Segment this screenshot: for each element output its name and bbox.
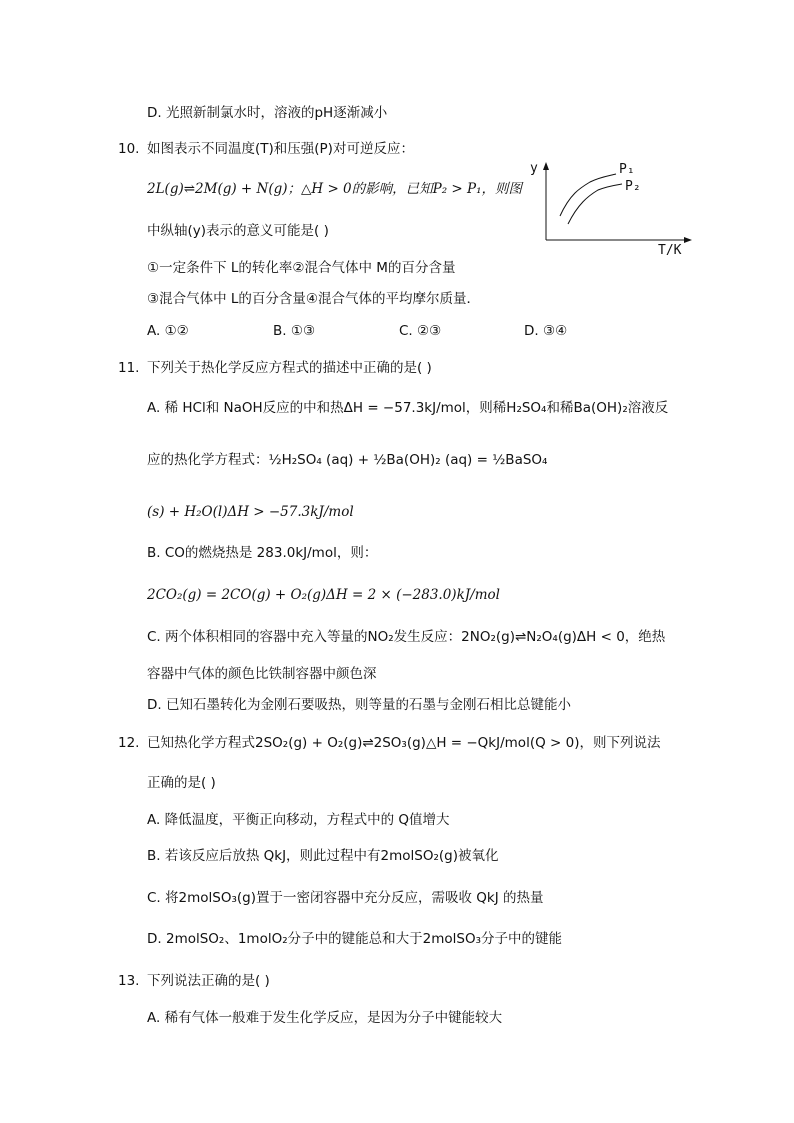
q13-option-a: A. 稀有气体一般难于发生化学反应，是因为分子中键能较大 xyxy=(147,1010,503,1026)
q11-option-a-line2: 应的热化学方程式：½H₂SO₄ (aq) + ½Ba(OH)₂ (aq) = ½BaSO₄ xyxy=(147,452,548,468)
q9-option-d: D. 光照新制氯水时，溶液的pH逐渐减小 xyxy=(147,105,388,121)
q12-option-c: C. 将2molSO₃(g)置于一密闭容器中充分反应，需吸收 QkJ 的热量 xyxy=(147,890,544,906)
q11-option-c-line2: 容器中气体的颜色比铁制容器中颜色深 xyxy=(147,666,377,682)
x-axis-label: T/K xyxy=(658,243,682,258)
q12-option-b: B. 若该反应后放热 QkJ，则此过程中有2molSO₂(g)被氧化 xyxy=(147,848,499,864)
q12-option-a: A. 降低温度，平衡正向移动，方程式中的 Q值增大 xyxy=(147,812,450,828)
curve-p1-label: P₁ xyxy=(619,162,635,177)
q12-option-d: D. 2molSO₂、1molO₂分子中的键能总和大于2molSO₃分子中的键能 xyxy=(147,931,562,947)
q10-number: 10. xyxy=(118,141,140,157)
q11-option-a-line1: A. 稀 HCl和 NaOH反应的中和热ΔH = −57.3kJ/mol，则稀H₂SO₄和稀Ba(OH)₂溶液反 xyxy=(147,400,669,416)
q12-number: 12. xyxy=(118,735,140,751)
curve-p2-label: P₂ xyxy=(625,179,641,194)
q12-stem-line1: 已知热化学方程式2SO₂(g) + O₂(g)⇌2SO₃(g)△H = −QkJ/mol(Q > 0)，则下列说法 xyxy=(147,735,661,751)
q11-number: 11. xyxy=(118,360,140,376)
curve-p2 xyxy=(568,184,622,224)
q10-stem-line5: ③混合气体中 L的百分含量④混合气体的平均摩尔质量． xyxy=(147,291,481,307)
q10-stem-line3: 中纵轴(y)表示的意义可能是( ) xyxy=(147,223,329,239)
q10-option-b: B. ①③ xyxy=(273,323,316,339)
q10-option-c: C. ②③ xyxy=(399,323,442,339)
q10-stem-line1: 如图表示不同温度(T)和压强(P)对可逆反应： xyxy=(147,141,414,157)
q11-option-b-line1: B. CO的燃烧热是 283.0kJ/mol，则： xyxy=(147,545,378,561)
q10-stem-line2: 2L(g)⇌2M(g) + N(g)；△H > 0的影响，已知P₂ > P₁，则图 xyxy=(147,181,523,197)
q11-option-b-line2: 2CO₂(g) = 2CO(g) + O₂(g)ΔH = 2 × (−283.0)kJ/mol xyxy=(147,587,500,603)
y-axis-arrow xyxy=(543,162,549,170)
q10-graph xyxy=(528,158,698,258)
q10-stem-line4: ①一定条件下 L的转化率②混合气体中 M的百分含量 xyxy=(147,260,456,276)
q10-option-d: D. ③④ xyxy=(524,323,568,339)
curve-p1 xyxy=(560,174,616,216)
q13-stem: 下列说法正确的是( ) xyxy=(147,973,270,989)
q11-stem: 下列关于热化学反应方程式的描述中正确的是( ) xyxy=(147,360,432,376)
q11-option-a-line3: (s) + H₂O(l)ΔH > −57.3kJ/mol xyxy=(147,504,354,520)
q11-option-c-line1: C. 两个体积相同的容器中充入等量的NO₂发生反应：2NO₂(g)⇌N₂O₄(g)ΔH < 0，绝热 xyxy=(147,629,666,645)
y-axis-label: y xyxy=(530,161,538,176)
q13-number: 13. xyxy=(118,973,140,989)
q12-stem-line2: 正确的是( ) xyxy=(147,775,216,791)
q11-option-d: D. 已知石墨转化为金刚石要吸热，则等量的石墨与金刚石相比总键能小 xyxy=(147,697,571,713)
q10-option-a: A. ①② xyxy=(147,323,189,339)
x-axis-arrow xyxy=(684,237,692,243)
